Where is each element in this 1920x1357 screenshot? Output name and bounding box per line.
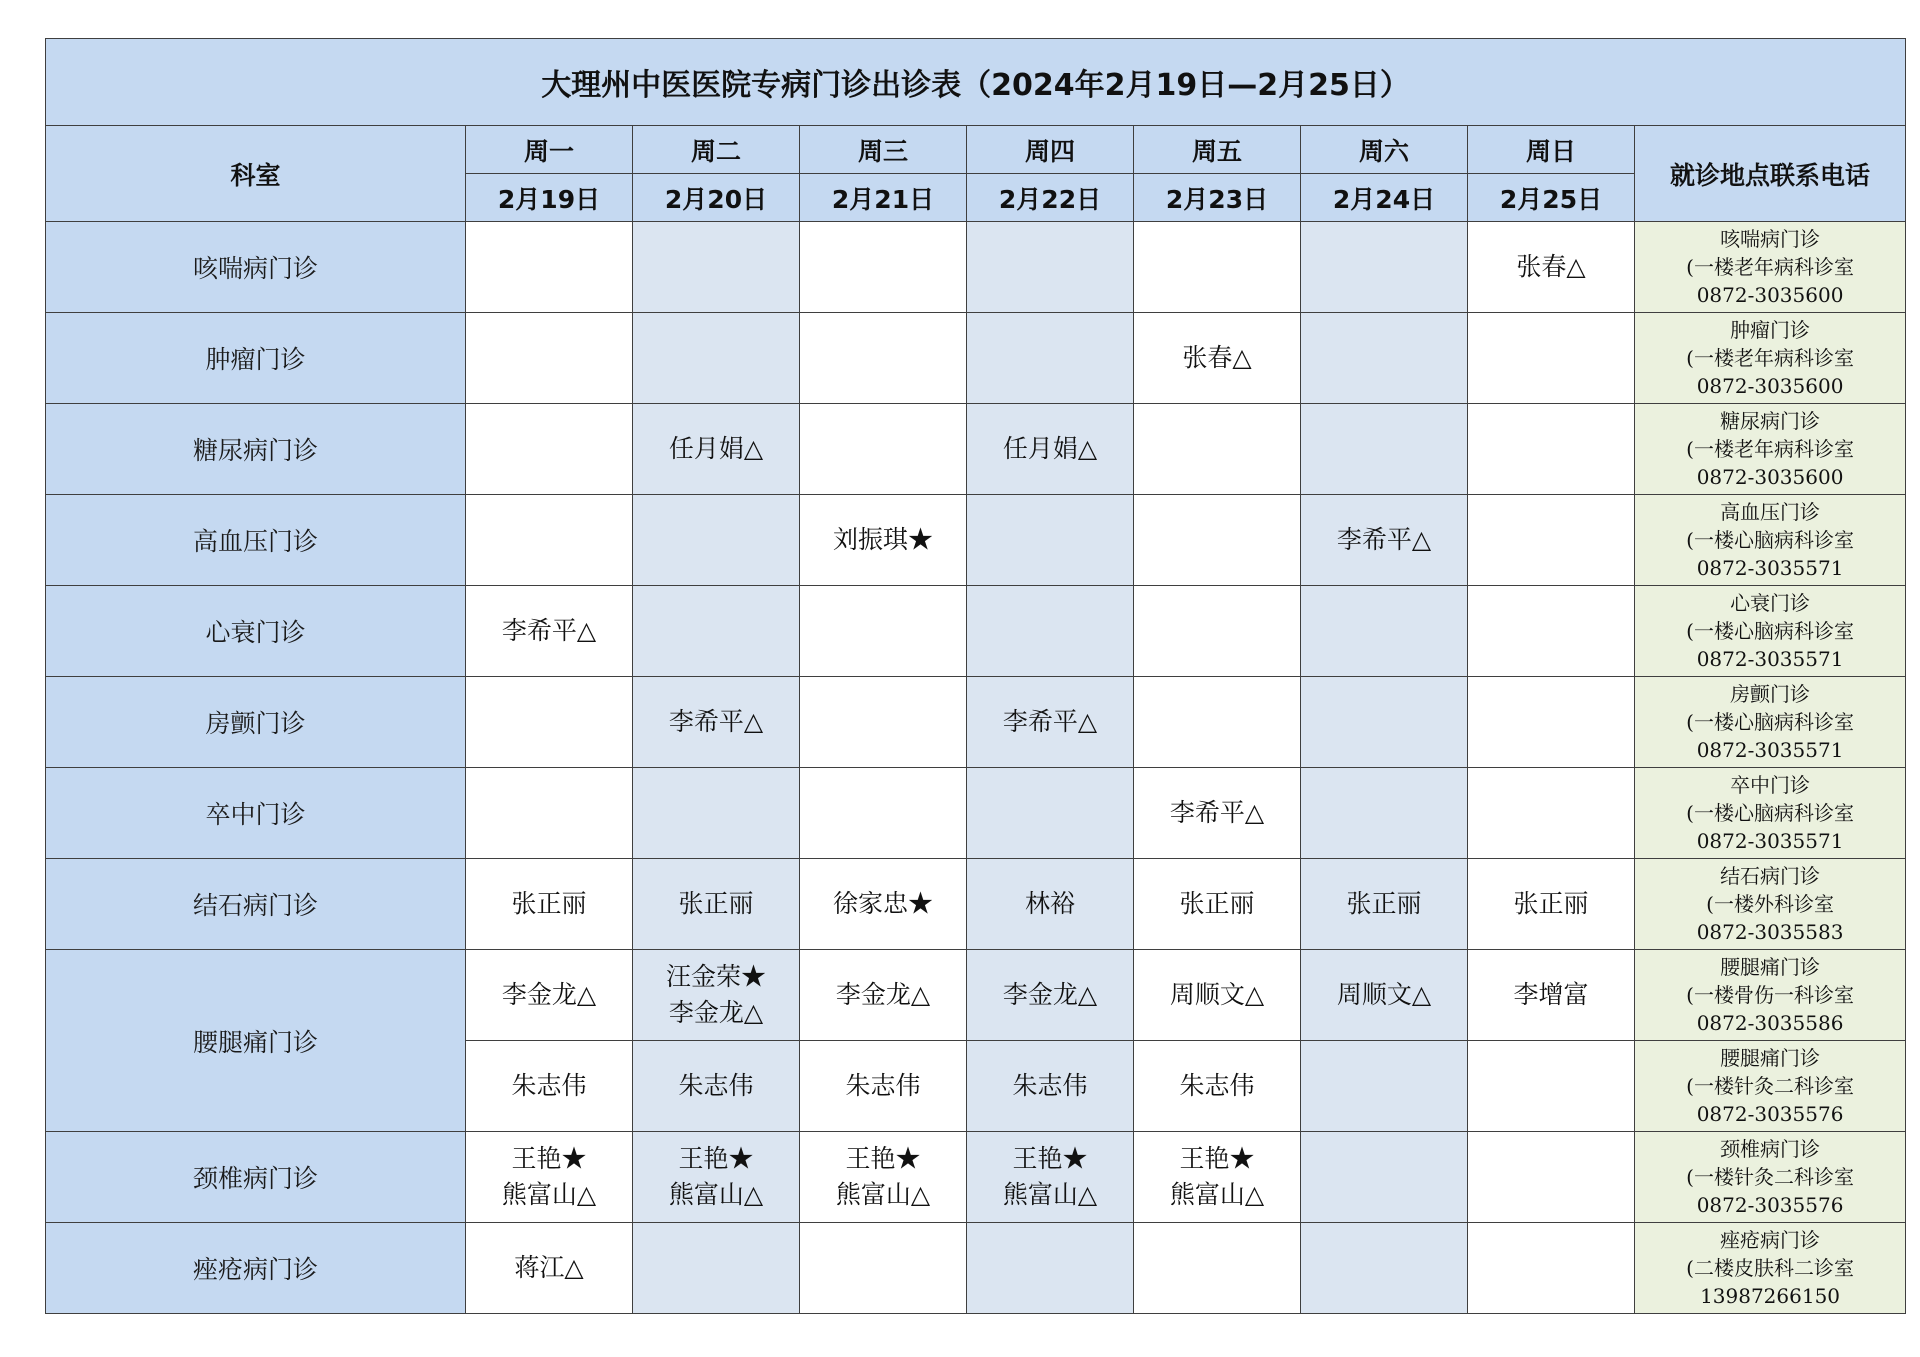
contact-clinic: 腰腿痛门诊 — [1720, 1046, 1821, 1070]
doctor-cell — [633, 950, 800, 1041]
doctor-name: 李希平△ — [668, 707, 764, 736]
doctor-cell — [633, 1041, 800, 1132]
doctor-cell — [633, 586, 800, 677]
doctor-cell — [1301, 586, 1468, 677]
contact-location: (一楼心脑病科诊室 — [1686, 619, 1854, 643]
contact-cell — [1635, 495, 1906, 586]
contact-clinic: 咳喘病门诊 — [1720, 227, 1821, 251]
contact-cell — [1635, 222, 1906, 313]
doctor-name: 王艳★ — [678, 1144, 754, 1173]
doctor-name: 王艳★ — [511, 1144, 587, 1173]
header-date-thu: 2月22日 — [967, 174, 1134, 222]
doctor-cell — [1134, 1223, 1301, 1314]
doctor-cell — [466, 677, 633, 768]
doctor-cell — [1134, 1132, 1301, 1223]
doctor-cell — [800, 1132, 967, 1223]
contact-phone: 0872-3035576 — [1696, 1102, 1844, 1126]
contact-cell — [1635, 1132, 1906, 1223]
doctor-cell — [1468, 1041, 1635, 1132]
doctor-name: 周顺文△ — [1169, 980, 1265, 1009]
doctor-name: 李希平△ — [1002, 707, 1098, 736]
doctor-name: 任月娟△ — [668, 434, 764, 463]
contact-phone: 0872-3035583 — [1696, 920, 1844, 944]
doctor-name: 徐家忠★ — [832, 889, 933, 918]
doctor-cell — [1301, 677, 1468, 768]
contact-clinic: 高血压门诊 — [1720, 500, 1821, 524]
contact-phone: 0872-3035571 — [1696, 738, 1844, 762]
doctor-name: 李希平△ — [1336, 525, 1432, 554]
contact-clinic: 心衰门诊 — [1730, 591, 1811, 615]
contact-clinic: 颈椎病门诊 — [1720, 1137, 1821, 1161]
doctor-cell — [1134, 768, 1301, 859]
contact-cell — [1635, 677, 1906, 768]
doctor-cell — [1134, 677, 1301, 768]
doctor-cell — [967, 950, 1134, 1041]
doctor-cell — [466, 222, 633, 313]
contact-phone: 0872-3035571 — [1696, 556, 1844, 580]
contact-location: (一楼心脑病科诊室 — [1686, 801, 1854, 825]
doctor-cell — [800, 313, 967, 404]
header-date-mon: 2月19日 — [466, 174, 633, 222]
doctor-cell — [967, 1132, 1134, 1223]
doctor-cell — [633, 859, 800, 950]
contact-cell — [1635, 1223, 1906, 1314]
doctor-cell — [1301, 313, 1468, 404]
doctor-cell — [967, 404, 1134, 495]
doctor-name: 李金龙△ — [501, 980, 597, 1009]
doctor-name: 张正丽 — [511, 889, 587, 918]
contact-phone: 0872-3035571 — [1696, 829, 1844, 853]
doctor-cell — [1301, 950, 1468, 1041]
doctor-cell — [1134, 313, 1301, 404]
doctor-cell — [633, 1132, 800, 1223]
doctor-cell — [1301, 222, 1468, 313]
doctor-name: 王艳★ — [1012, 1144, 1088, 1173]
header-date-sun: 2月25日 — [1468, 174, 1635, 222]
contact-clinic: 糖尿病门诊 — [1720, 409, 1821, 433]
table-row — [46, 495, 1906, 586]
doctor-cell — [1301, 1223, 1468, 1314]
contact-cell — [1635, 313, 1906, 404]
doctor-cell — [1301, 1041, 1468, 1132]
doctor-cell — [800, 222, 967, 313]
doctor-cell — [1134, 586, 1301, 677]
doctor-cell — [633, 404, 800, 495]
doctor-name: 朱志伟 — [1012, 1071, 1088, 1100]
doctor-cell — [633, 677, 800, 768]
header-week-sat: 周六 — [1301, 126, 1468, 174]
doctor-cell — [466, 1132, 633, 1223]
contact-phone: 0872-3035600 — [1696, 465, 1844, 489]
doctor-cell — [967, 677, 1134, 768]
table-row — [46, 859, 1906, 950]
schedule-sheet — [45, 38, 1905, 1314]
doctor-cell — [800, 1041, 967, 1132]
doctor-cell — [1468, 859, 1635, 950]
contact-cell — [1635, 859, 1906, 950]
doctor-name: 张正丽 — [1179, 889, 1255, 918]
doctor-cell — [633, 768, 800, 859]
doctor-cell — [466, 495, 633, 586]
doctor-cell — [800, 1223, 967, 1314]
dept-cell: 咳喘病门诊 — [46, 222, 466, 313]
doctor-name: 熊富山△ — [835, 1180, 931, 1209]
doctor-cell — [1301, 1132, 1468, 1223]
contact-clinic: 结石病门诊 — [1720, 864, 1821, 888]
doctor-cell — [1468, 1223, 1635, 1314]
contact-location: (二楼皮肤科二诊室 — [1686, 1256, 1854, 1280]
dept-cell: 肿瘤门诊 — [46, 313, 466, 404]
doctor-cell — [633, 1223, 800, 1314]
header-week-thu: 周四 — [967, 126, 1134, 174]
table-row — [46, 950, 1906, 1041]
header-date-wed: 2月21日 — [800, 174, 967, 222]
doctor-name: 张正丽 — [1346, 889, 1422, 918]
dept-cell: 痤疮病门诊 — [46, 1223, 466, 1314]
dept-cell: 心衰门诊 — [46, 586, 466, 677]
doctor-cell — [800, 768, 967, 859]
doctor-name: 王艳★ — [845, 1144, 921, 1173]
doctor-cell — [1134, 222, 1301, 313]
doctor-cell — [633, 495, 800, 586]
doctor-cell — [466, 1041, 633, 1132]
dept-cell: 糖尿病门诊 — [46, 404, 466, 495]
doctor-cell — [1468, 768, 1635, 859]
doctor-name: 熊富山△ — [668, 1180, 764, 1209]
doctor-name: 李增富 — [1513, 980, 1589, 1009]
dept-cell: 高血压门诊 — [46, 495, 466, 586]
table-row — [46, 404, 1906, 495]
doctor-cell — [967, 1041, 1134, 1132]
table-row — [46, 768, 1906, 859]
doctor-name: 朱志伟 — [845, 1071, 921, 1100]
header-week-sun: 周日 — [1468, 126, 1635, 174]
doctor-name: 任月娟△ — [1002, 434, 1098, 463]
header-dept: 科室 — [46, 126, 466, 222]
doctor-name: 刘振琪★ — [832, 525, 933, 554]
contact-phone: 0872-3035600 — [1696, 283, 1844, 307]
doctor-cell — [466, 768, 633, 859]
contact-clinic: 房颤门诊 — [1730, 682, 1811, 706]
doctor-cell — [967, 313, 1134, 404]
doctor-cell — [967, 1223, 1134, 1314]
contact-cell — [1635, 950, 1906, 1041]
contact-cell — [1635, 404, 1906, 495]
doctor-cell — [800, 950, 967, 1041]
doctor-name: 李金龙△ — [1002, 980, 1098, 1009]
dept-cell: 腰腿痛门诊 — [46, 950, 466, 1132]
doctor-cell — [1134, 404, 1301, 495]
doctor-cell — [466, 586, 633, 677]
doctor-cell — [800, 586, 967, 677]
header-date-sat: 2月24日 — [1301, 174, 1468, 222]
header-week-tue: 周二 — [633, 126, 800, 174]
doctor-cell — [633, 222, 800, 313]
doctor-cell — [1468, 495, 1635, 586]
doctor-name: 汪金荣★ — [665, 962, 766, 991]
contact-cell — [1635, 768, 1906, 859]
contact-location: (一楼老年病科诊室 — [1686, 346, 1854, 370]
doctor-cell — [967, 495, 1134, 586]
doctor-cell — [1134, 1041, 1301, 1132]
doctor-cell — [800, 677, 967, 768]
contact-clinic: 痤疮病门诊 — [1720, 1228, 1821, 1252]
contact-clinic: 卒中门诊 — [1730, 773, 1811, 797]
doctor-name: 张春△ — [1516, 252, 1586, 281]
doctor-cell — [466, 404, 633, 495]
doctor-cell — [967, 768, 1134, 859]
doctor-name: 蒋江△ — [514, 1253, 584, 1282]
doctor-cell — [1468, 586, 1635, 677]
doctor-name: 熊富山△ — [501, 1180, 597, 1209]
schedule-table — [45, 38, 1906, 1314]
doctor-name: 林裕 — [1024, 889, 1075, 918]
contact-location: (一楼骨伤一科诊室 — [1686, 983, 1854, 1007]
doctor-name: 朱志伟 — [511, 1071, 587, 1100]
doctor-cell — [1134, 859, 1301, 950]
doctor-cell — [800, 495, 967, 586]
table-title: 大理州中医医院专病门诊出诊表（2024年2月19日—2月25日） — [46, 39, 1906, 126]
contact-location: (一楼外科诊室 — [1706, 892, 1834, 916]
contact-cell — [1635, 586, 1906, 677]
contact-phone: 0872-3035586 — [1696, 1011, 1844, 1035]
doctor-cell — [1134, 950, 1301, 1041]
doctor-name: 李希平△ — [1169, 798, 1265, 827]
doctor-name: 朱志伟 — [678, 1071, 754, 1100]
dept-cell: 颈椎病门诊 — [46, 1132, 466, 1223]
contact-clinic: 肿瘤门诊 — [1730, 318, 1811, 342]
doctor-cell — [967, 222, 1134, 313]
table-row — [46, 313, 1906, 404]
doctor-name: 周顺文△ — [1336, 980, 1432, 1009]
contact-cell — [1635, 1041, 1906, 1132]
doctor-cell — [466, 313, 633, 404]
header-date-tue: 2月20日 — [633, 174, 800, 222]
doctor-cell — [967, 586, 1134, 677]
dept-cell: 结石病门诊 — [46, 859, 466, 950]
contact-phone: 0872-3035576 — [1696, 1193, 1844, 1217]
doctor-cell — [967, 859, 1134, 950]
header-week-fri: 周五 — [1134, 126, 1301, 174]
doctor-cell — [1301, 768, 1468, 859]
doctor-name: 李金龙△ — [835, 980, 931, 1009]
header-week-wed: 周三 — [800, 126, 967, 174]
doctor-name: 朱志伟 — [1179, 1071, 1255, 1100]
dept-cell: 卒中门诊 — [46, 768, 466, 859]
doctor-name: 王艳★ — [1179, 1144, 1255, 1173]
contact-phone: 0872-3035571 — [1696, 647, 1844, 671]
doctor-name: 张正丽 — [678, 889, 754, 918]
header-contact: 就诊地点联系电话 — [1635, 126, 1906, 222]
doctor-cell — [1468, 677, 1635, 768]
contact-phone: 13987266150 — [1700, 1284, 1841, 1308]
doctor-cell — [1301, 404, 1468, 495]
doctor-cell — [1468, 1132, 1635, 1223]
doctor-name: 熊富山△ — [1169, 1180, 1265, 1209]
table-row — [46, 1223, 1906, 1314]
contact-location: (一楼老年病科诊室 — [1686, 255, 1854, 279]
table-row — [46, 1132, 1906, 1223]
header-date-fri: 2月23日 — [1134, 174, 1301, 222]
doctor-name: 熊富山△ — [1002, 1180, 1098, 1209]
doctor-name: 张春△ — [1182, 343, 1252, 372]
doctor-cell — [800, 404, 967, 495]
doctor-cell — [1468, 404, 1635, 495]
doctor-cell — [1301, 495, 1468, 586]
schedule-body — [46, 222, 1906, 1314]
doctor-cell — [633, 313, 800, 404]
contact-phone: 0872-3035600 — [1696, 374, 1844, 398]
table-row — [46, 586, 1906, 677]
contact-location: (一楼心脑病科诊室 — [1686, 528, 1854, 552]
doctor-cell — [466, 950, 633, 1041]
table-row — [46, 222, 1906, 313]
header-week-mon: 周一 — [466, 126, 633, 174]
doctor-cell — [1468, 313, 1635, 404]
doctor-cell — [466, 859, 633, 950]
doctor-name: 张正丽 — [1513, 889, 1589, 918]
doctor-name: 李金龙△ — [668, 998, 764, 1027]
doctor-cell — [1134, 495, 1301, 586]
contact-location: (一楼老年病科诊室 — [1686, 437, 1854, 461]
doctor-cell — [1301, 859, 1468, 950]
doctor-name: 李希平△ — [501, 616, 597, 645]
doctor-cell — [800, 859, 967, 950]
contact-location: (一楼心脑病科诊室 — [1686, 710, 1854, 734]
contact-clinic: 腰腿痛门诊 — [1720, 955, 1821, 979]
dept-cell: 房颤门诊 — [46, 677, 466, 768]
doctor-cell — [1468, 222, 1635, 313]
doctor-cell — [1468, 950, 1635, 1041]
table-row — [46, 677, 1906, 768]
contact-location: (一楼针灸二科诊室 — [1686, 1074, 1854, 1098]
doctor-cell — [466, 1223, 633, 1314]
contact-location: (一楼针灸二科诊室 — [1686, 1165, 1854, 1189]
